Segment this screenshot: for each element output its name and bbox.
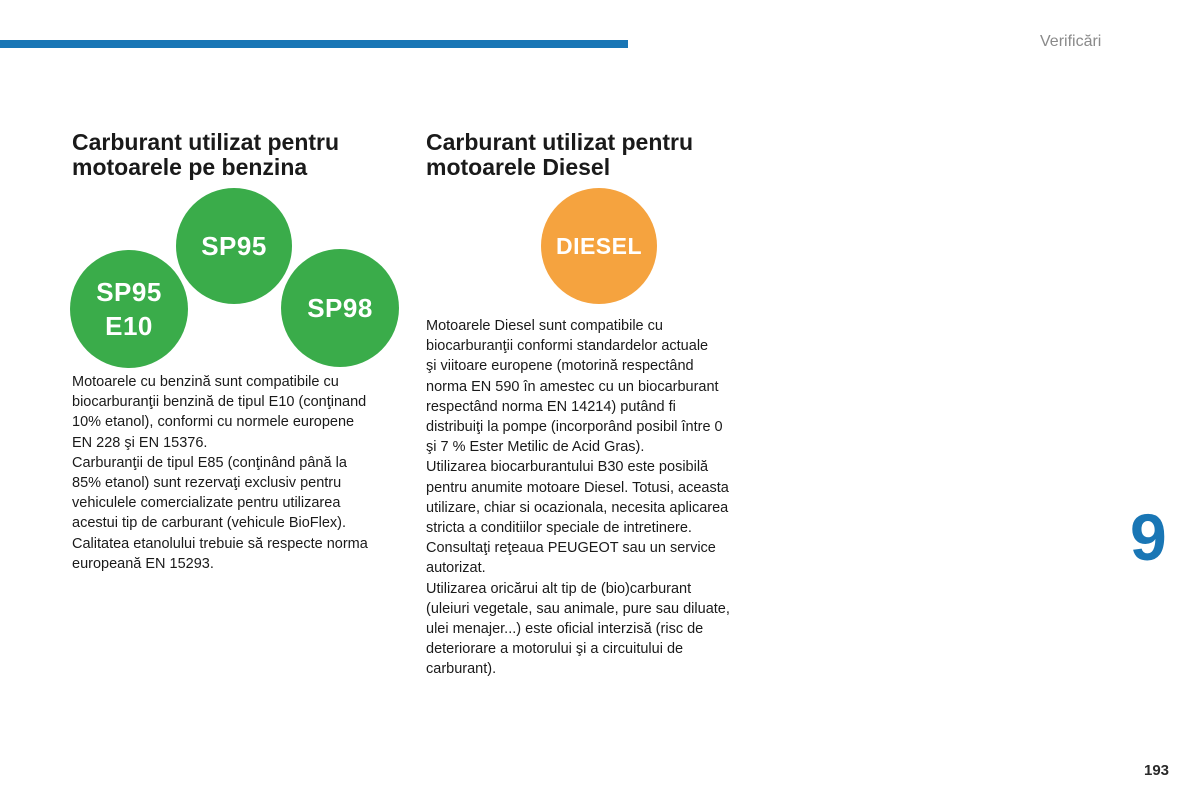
chapter-number: 9 <box>1130 500 1167 574</box>
sp95-e10-badge-label: SP95 E10 <box>96 277 162 341</box>
sp95-e10-badge-icon <box>70 250 188 368</box>
diesel-badge-icon <box>541 188 657 304</box>
section-label: Verificări <box>1040 33 1102 50</box>
page-number: 193 <box>1144 762 1170 779</box>
diesel-body-text: Motoarele Diesel sunt compatibile cu biocarburanţii conformi standardelor actuale şi viitoare europene (motorină respectând norma EN 590 în amestec cu un biocarburant respectând norma EN 14214) putând fi distribuiţi la pompe (incorporând posibil între 0 şi 7 % Ester Metilic de Acid Gras). Utilizarea biocarburantului B30 este posibilă pentru anumite motoare Diesel. Totusi, aceasta utilizare, chiar si ocazionala, necesita aplicarea stricta a conditiilor speciale de intretinere. Consultaţi reţeaua PEUGEOT sau un service autorizat. Utilizarea oricărui alt tip de (bio)carburant (uleiuri vegetale, sau animale, pure sau diluate, ulei menajer...) este oficial interzisă (risc de deteriorare a motorului şi a circuitului de carburant). <box>426 318 730 678</box>
diesel-heading: Carburant utilizat pentru motoarele Diesel <box>426 129 694 180</box>
petrol-heading: Carburant utilizat pentru motoarele pe benzina <box>72 129 340 180</box>
sp95-badge-icon <box>176 188 292 304</box>
petrol-body-text: Motoarele cu benzină sunt compatibile cu biocarburanţii benzină de tipul E10 (conţinand 10% etanol), conformi cu normele europene EN 228 şi EN 15376. Carburanţii de tipul E85 (conţinând până la 85% etanol) sunt rezervaţi exclusiv pentru vehiculele comercializate pentru utilizarea acestui tip de carburant (vehicule BioFlex). Calitatea etanolului trebuie să respecte norma europeană EN 15293. <box>72 374 368 572</box>
sp95-badge-label: SP95 <box>201 230 267 261</box>
top-accent-bar <box>0 40 628 48</box>
diesel-badge-label: DIESEL <box>555 232 643 259</box>
sp98-badge-icon <box>281 249 399 367</box>
sp98-badge-label: SP98 <box>307 292 373 323</box>
